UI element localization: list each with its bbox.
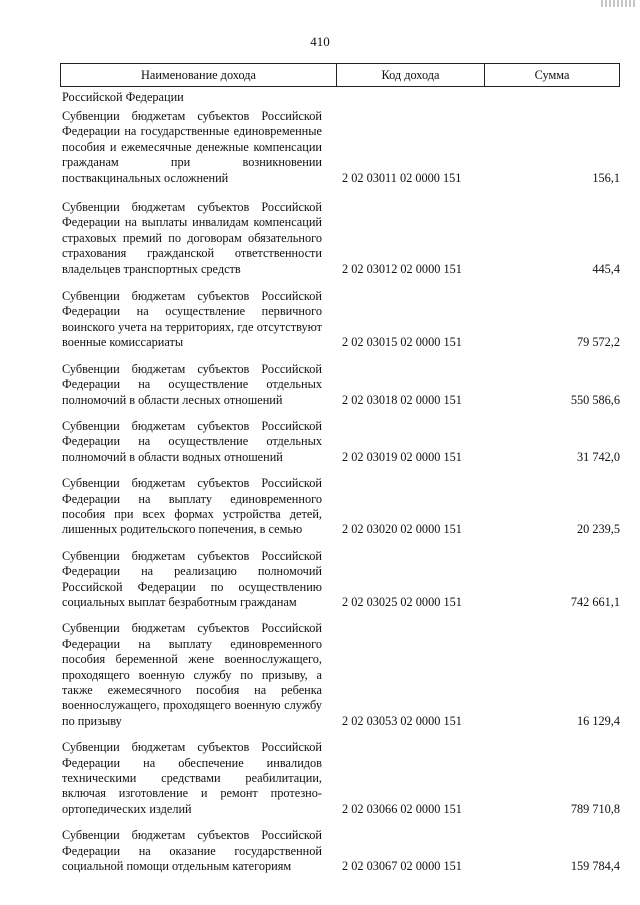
- table-body: [60, 109, 620, 874]
- header-name: Наименование дохода: [61, 64, 337, 86]
- revenue-code: 2 02 03015 02 0000 151: [342, 335, 462, 350]
- table-row: [60, 362, 620, 408]
- revenue-name: Субвенции бюджетам субъектов Российской Федерации на осуществление отдельных полномочий в области водных отношений: [62, 418, 322, 464]
- revenue-code: 2 02 03067 02 0000 151: [342, 859, 462, 874]
- revenue-sum: 445,4: [592, 261, 620, 276]
- revenue-table: [60, 63, 620, 874]
- page-number: 410: [310, 34, 330, 49]
- table-row: [60, 289, 620, 351]
- header-code: Код дохода: [337, 64, 485, 86]
- revenue-code: 2 02 03012 02 0000 151: [342, 261, 462, 276]
- revenue-name: Субвенции бюджетам субъектов Российской Федерации на обеспечение инвалидов техническими средствами реабилитации, включая изготовление и ремонт протезно-ортопедических изделий: [62, 740, 322, 816]
- revenue-code: 2 02 03011 02 0000 151: [342, 170, 462, 185]
- table-header: [60, 63, 620, 87]
- revenue-sum: 31 742,0: [576, 449, 620, 464]
- revenue-code: 2 02 03025 02 0000 151: [342, 594, 462, 609]
- revenue-sum: 550 586,6: [570, 392, 620, 407]
- revenue-sum: 789 710,8: [570, 801, 620, 816]
- revenue-name: Субвенции бюджетам субъектов Российской Федерации на осуществление отдельных полномочий в области лесных отношений: [62, 361, 322, 407]
- revenue-name: Субвенции бюджетам субъектов Российской Федерации на выплату единовременного пособия при всех формах устройства детей, лишенных родительского попечения, в семью: [62, 476, 322, 537]
- revenue-code: 2 02 03019 02 0000 151: [342, 449, 462, 464]
- table-row: [60, 109, 620, 186]
- revenue-sum: 16 129,4: [576, 713, 620, 728]
- revenue-sum: 156,1: [592, 170, 620, 185]
- revenue-sum: 79 572,2: [576, 335, 620, 350]
- revenue-name: Субвенции бюджетам субъектов Российской Федерации на реализацию полномочий Российской Федерации по осуществлению социальных выплат безработным гражданам: [62, 548, 322, 609]
- revenue-name: Субвенции бюджетам субъектов Российской Федерации на оказание государственной социальной помощи отдельным категориям: [62, 828, 322, 874]
- table-row: [60, 200, 620, 277]
- continuation-text: Российской Федерации: [62, 90, 184, 104]
- revenue-code: 2 02 03066 02 0000 151: [342, 801, 462, 816]
- revenue-name: Субвенции бюджетам субъектов Российской Федерации на выплаты инвалидам компенсаций страховых премий по договорам обязательного страхования гражданской ответственности владельцев транспортных средств: [62, 200, 322, 276]
- table-row: [60, 549, 620, 611]
- revenue-name: Субвенции бюджетам субъектов Российской Федерации на выплату единовременного пособия беременной жене военнослужащего, проходящего военную службу по призыву, а также ежемесячного пособия на ребенка военнослужащего, проходящего военную службу по призыву: [62, 621, 322, 728]
- table-row: [60, 419, 620, 465]
- scan-artifact: [601, 0, 637, 7]
- revenue-code: 2 02 03020 02 0000 151: [342, 522, 462, 537]
- table-row: [60, 828, 620, 874]
- revenue-sum: 159 784,4: [570, 859, 620, 874]
- revenue-sum: 20 239,5: [576, 522, 620, 537]
- header-sum: Сумма: [534, 67, 570, 82]
- revenue-code: 2 02 03053 02 0000 151: [342, 713, 462, 728]
- revenue-name: Субвенции бюджетам субъектов Российской Федерации на осуществление первичного воинского учета на территориях, где отсутствуют военные комиссариаты: [62, 289, 322, 350]
- revenue-code: 2 02 03018 02 0000 151: [342, 392, 462, 407]
- table-row: [60, 740, 620, 817]
- revenue-name: Субвенции бюджетам субъектов Российской Федерации на государственные единовременные пособия и ежемесячные денежные компенсации гражданам при возникновении поствакцинальных осложнений: [62, 109, 322, 185]
- revenue-sum: 742 661,1: [570, 594, 620, 609]
- table-row: [60, 621, 620, 729]
- table-row: [60, 476, 620, 538]
